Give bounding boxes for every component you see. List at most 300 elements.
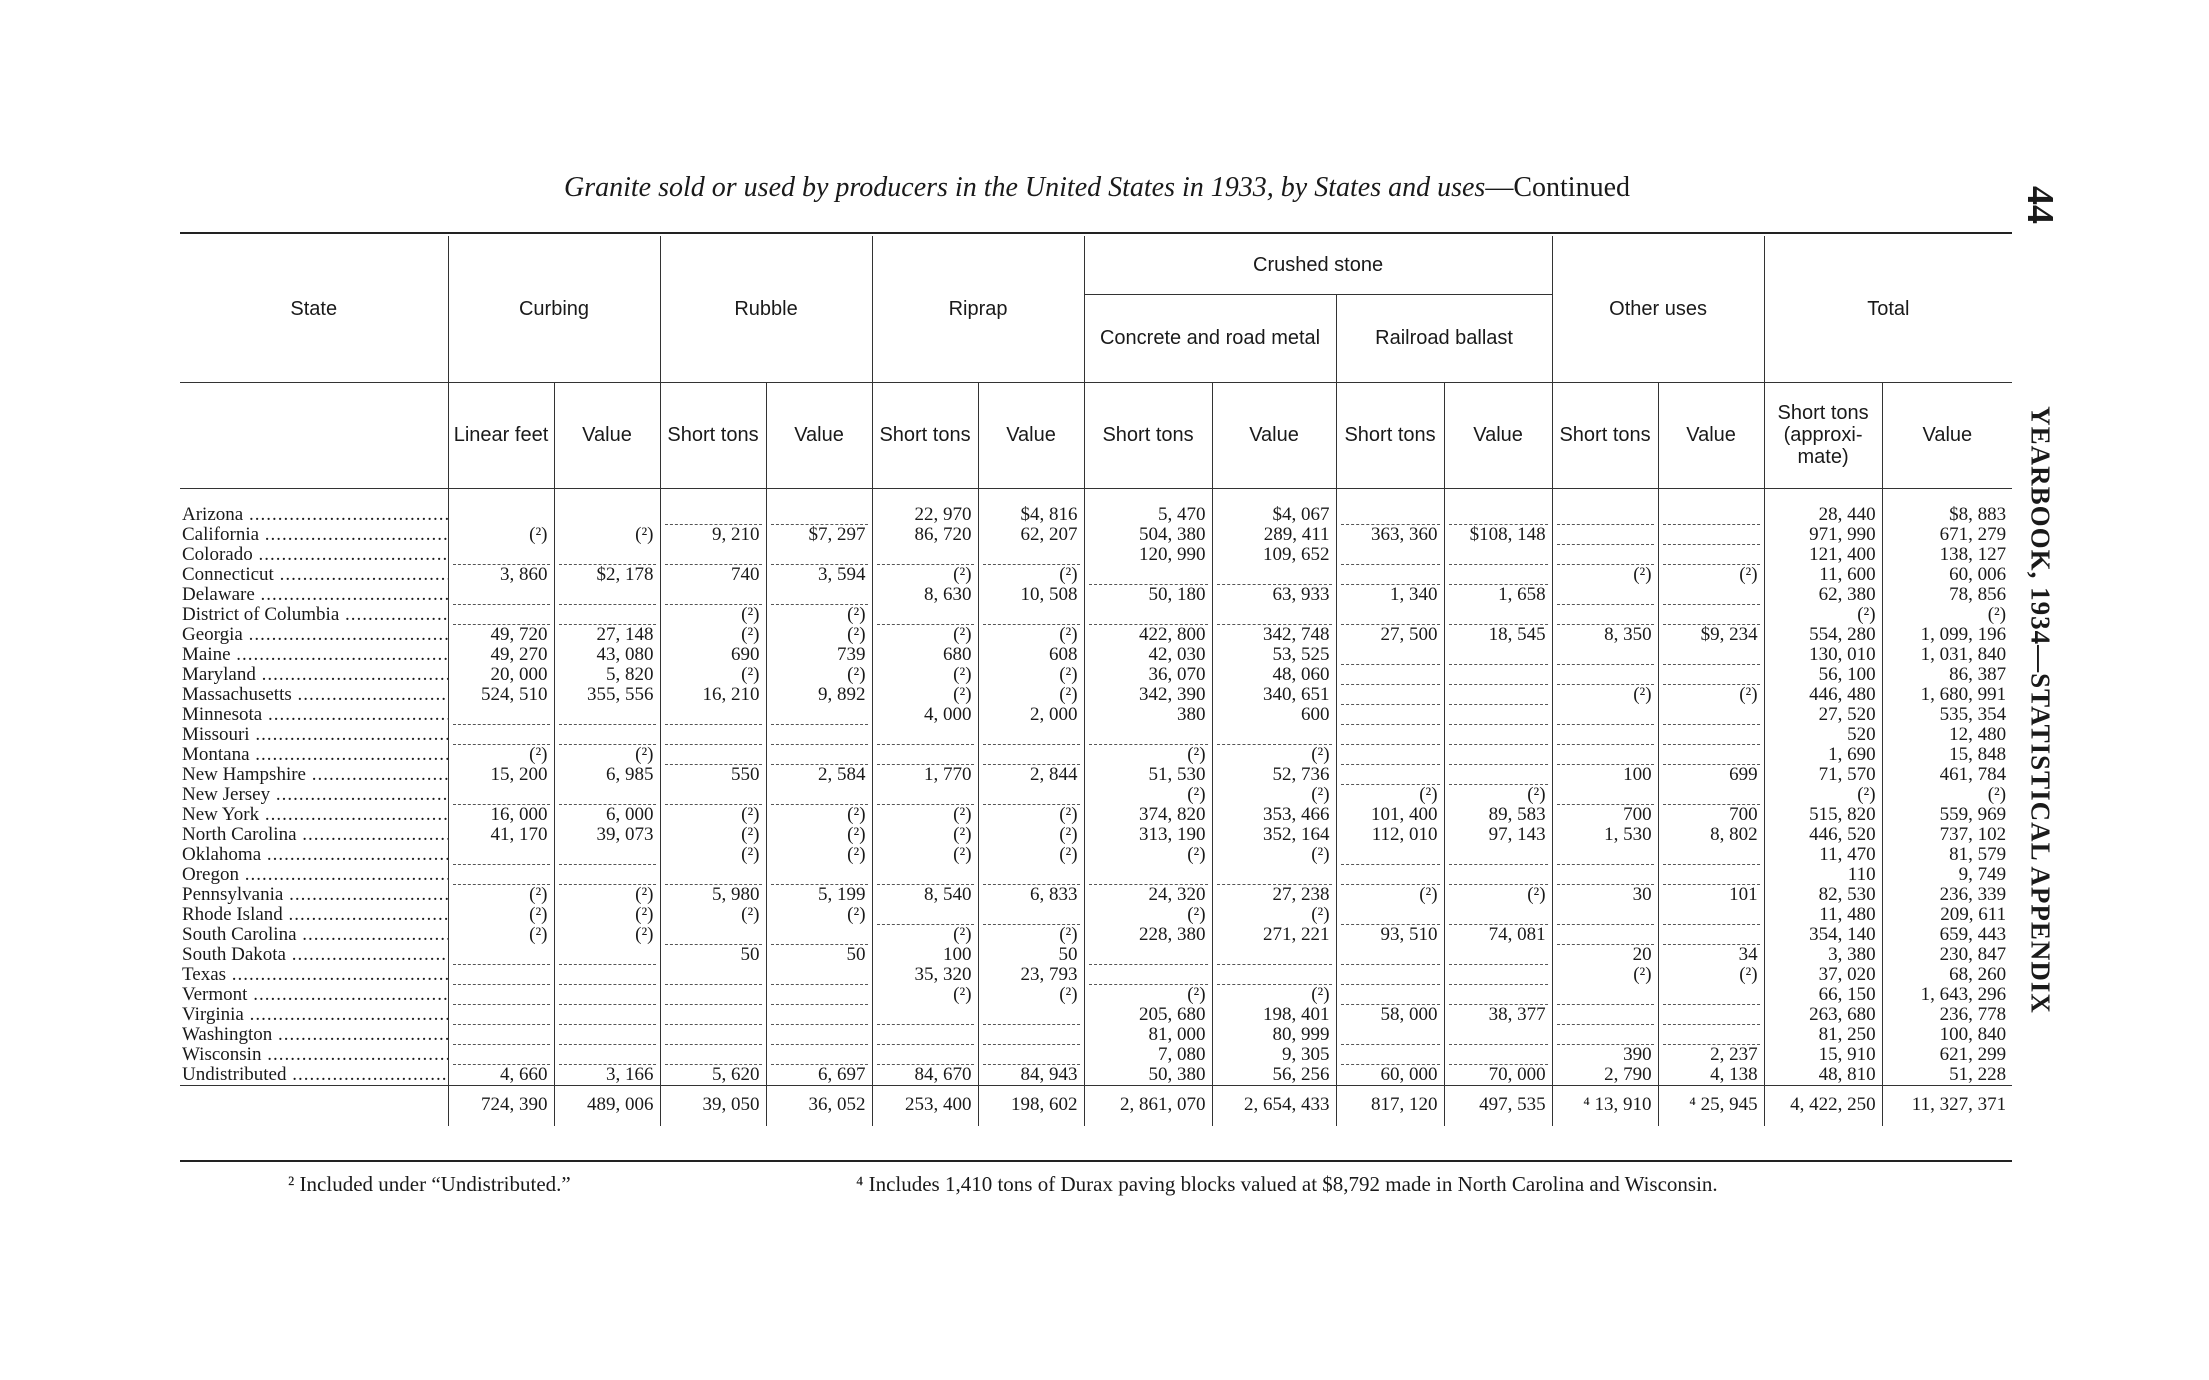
dash-leader — [665, 1034, 762, 1045]
table-cell — [1658, 725, 1764, 745]
table-cell: 78, 856 — [1882, 585, 2012, 605]
table-cell: 1, 031, 840 — [1882, 645, 2012, 665]
dash-leader — [1557, 554, 1654, 565]
dash-leader — [1089, 874, 1208, 885]
table-cell: 8, 802 — [1658, 825, 1764, 845]
table-cell: (²) — [1764, 785, 1882, 805]
table-cell: 352, 164 — [1212, 825, 1336, 845]
table-cell: (²) — [1552, 565, 1658, 585]
table-cell: (²) — [448, 885, 554, 905]
table-cell — [1658, 585, 1764, 605]
table-cell — [554, 1045, 660, 1065]
table-cell: 100 — [1552, 765, 1658, 785]
table-cell: 608 — [978, 645, 1084, 665]
table-cell: 600 — [1212, 705, 1336, 725]
table-cell: (²) — [766, 605, 872, 625]
running-head-text: YEARBOOK, 1934—STATISTICAL APPENDIX — [2025, 406, 2056, 1014]
dash-leader — [983, 734, 1080, 745]
dash-leader — [559, 714, 656, 725]
dash-leader — [1449, 694, 1548, 705]
table-cell: 86, 387 — [1882, 665, 2012, 685]
table-cell: 52, 736 — [1212, 765, 1336, 785]
dash-leader — [1341, 1034, 1440, 1045]
dash-leader — [1663, 714, 1760, 725]
table-cell — [1444, 565, 1552, 585]
dash-leader — [665, 1054, 762, 1065]
dash-leader — [1449, 954, 1548, 965]
table-cell: 236, 778 — [1882, 1005, 2012, 1025]
dash-leader — [983, 754, 1080, 765]
total-cell: 39, 050 — [660, 1085, 766, 1126]
dash-leader — [1557, 674, 1654, 685]
dash-leader — [559, 1034, 656, 1045]
header-rubble: Rubble — [660, 236, 872, 382]
table-cell — [978, 865, 1084, 885]
table-cell: (²) — [978, 985, 1084, 1005]
table-cell — [978, 1025, 1084, 1045]
dash-leader — [983, 554, 1080, 565]
table-cell: 81, 579 — [1882, 845, 2012, 865]
dash-leader — [1663, 1034, 1760, 1045]
table-cell: 1, 658 — [1444, 585, 1552, 605]
table-cell: (²) — [872, 685, 978, 705]
table-cell: 9, 305 — [1212, 1045, 1336, 1065]
dash-leader — [1557, 654, 1654, 665]
table-cell — [1336, 488, 1444, 525]
table-cell: 355, 556 — [554, 685, 660, 705]
table-cell: 34 — [1658, 945, 1764, 965]
table-cell — [660, 1025, 766, 1045]
dash-leader — [1341, 994, 1440, 1005]
table-cell: 100, 840 — [1882, 1025, 2012, 1045]
table-cell: 100 — [872, 945, 978, 965]
table-cell — [1336, 545, 1444, 565]
dash-leader — [1449, 514, 1548, 525]
table-cell — [554, 965, 660, 985]
table-cell: 66, 150 — [1764, 985, 1882, 1005]
dash-leader — [453, 994, 550, 1005]
table-cell — [448, 605, 554, 625]
state-name: Georgia ..... — [180, 625, 448, 645]
table-cell: 81, 250 — [1764, 1025, 1882, 1045]
table-cell — [978, 1045, 1084, 1065]
table-cell — [1552, 865, 1658, 885]
dash-leader — [771, 734, 868, 745]
dash-leader — [559, 854, 656, 865]
header-concrete-value: Value — [1212, 382, 1336, 488]
table-cell: $7, 297 — [766, 525, 872, 545]
table-cell — [660, 1005, 766, 1025]
table-cell: (²) — [448, 745, 554, 765]
table-cell: 27, 148 — [554, 625, 660, 645]
table-cell: (²) — [660, 625, 766, 645]
table-cell — [554, 865, 660, 885]
dash-leader — [771, 974, 868, 985]
table-cell: (²) — [766, 845, 872, 865]
bottom-rule — [180, 1160, 2012, 1162]
table-cell — [1444, 645, 1552, 665]
state-name: California ..... — [180, 525, 448, 545]
table-cell: (²) — [872, 985, 978, 1005]
footnote-4: ⁴ Includes 1,410 tons of Durax paving blocks valued at $8,792 made in North Carolina and Wisconsin. — [856, 1172, 1718, 1196]
table-cell — [978, 1005, 1084, 1025]
table-cell — [1658, 665, 1764, 685]
table-cell: 1, 643, 296 — [1882, 985, 2012, 1005]
table-row — [180, 865, 2012, 885]
table-cell: 37, 020 — [1764, 965, 1882, 985]
table-cell: 27, 500 — [1336, 625, 1444, 645]
dash-leader — [877, 554, 974, 565]
table-cell: 109, 652 — [1212, 545, 1336, 565]
dash-leader — [771, 794, 868, 805]
header-railroad-tons: Short tons — [1336, 382, 1444, 488]
table-cell — [1552, 585, 1658, 605]
table-cell: (²) — [1084, 745, 1212, 765]
table-cell: 38, 377 — [1444, 1005, 1552, 1025]
state-name: Arizona ..... — [180, 488, 448, 525]
state-name: Colorado ..... — [180, 545, 448, 565]
table-cell: 739 — [766, 645, 872, 665]
table-cell: 3, 380 — [1764, 945, 1882, 965]
table-cell: 20, 000 — [448, 665, 554, 685]
table-cell — [1336, 1045, 1444, 1065]
table-cell: 56, 100 — [1764, 665, 1882, 685]
table-row — [180, 845, 2012, 865]
dash-leader — [665, 974, 762, 985]
total-cell: 489, 006 — [554, 1085, 660, 1126]
table-cell: 80, 999 — [1212, 1025, 1336, 1045]
header-railroad-value: Value — [1444, 382, 1552, 488]
table-cell: 53, 525 — [1212, 645, 1336, 665]
table-cell — [554, 785, 660, 805]
dash-leader — [1663, 934, 1760, 945]
dash-leader — [877, 1014, 974, 1025]
table-cell: 422, 800 — [1084, 625, 1212, 645]
table-cell — [766, 745, 872, 765]
total-cell: 724, 390 — [448, 1085, 554, 1126]
table-cell — [1658, 488, 1764, 525]
table-cell — [1552, 925, 1658, 945]
table-cell — [448, 1025, 554, 1045]
table-cell: 16, 000 — [448, 805, 554, 825]
state-name: North Carolina ..... — [180, 825, 448, 845]
table-cell: (²) — [554, 905, 660, 925]
table-row — [180, 488, 2012, 525]
table-cell: 11, 600 — [1764, 565, 1882, 585]
table-cell: (²) — [448, 905, 554, 925]
dash-leader — [983, 614, 1080, 625]
dash-leader — [1341, 714, 1440, 725]
dash-leader — [453, 1034, 550, 1045]
table-cell: 84, 943 — [978, 1065, 1084, 1086]
dash-leader — [1663, 594, 1760, 605]
total-cell: 198, 602 — [978, 1085, 1084, 1126]
table-cell: 30 — [1552, 885, 1658, 905]
table-cell: $9, 234 — [1658, 625, 1764, 645]
table-cell — [660, 745, 766, 765]
dash-leader — [877, 1034, 974, 1045]
dash-leader — [1341, 654, 1440, 665]
dash-leader — [453, 874, 550, 885]
table-cell: (²) — [978, 805, 1084, 825]
table-cell: (²) — [1552, 965, 1658, 985]
table-cell: 9, 892 — [766, 685, 872, 705]
dash-leader — [453, 974, 550, 985]
state-name: Missouri ..... — [180, 725, 448, 745]
dash-leader — [1557, 874, 1654, 885]
dash-leader — [1449, 554, 1548, 565]
state-name: Texas ..... — [180, 965, 448, 985]
table-cell — [766, 865, 872, 885]
table-cell — [1212, 605, 1336, 625]
state-name: Oklahoma ..... — [180, 845, 448, 865]
table-cell: (²) — [978, 685, 1084, 705]
table-cell — [448, 965, 554, 985]
table-row — [180, 1045, 2012, 1065]
table-cell: 5, 980 — [660, 885, 766, 905]
dash-leader — [1663, 754, 1760, 765]
table-cell: (²) — [872, 925, 978, 945]
table-cell: 515, 820 — [1764, 805, 1882, 825]
total-cell: 497, 535 — [1444, 1085, 1552, 1126]
table-cell: 524, 510 — [448, 685, 554, 705]
dash-leader — [453, 714, 550, 725]
dash-leader — [771, 874, 868, 885]
header-total-tons: Short tons (approxi-mate) — [1764, 382, 1882, 488]
dash-leader — [665, 794, 762, 805]
table-cell: 49, 270 — [448, 645, 554, 665]
dash-leader — [1217, 974, 1332, 985]
table-cell — [766, 1005, 872, 1025]
table-cell — [1336, 945, 1444, 965]
table-cell — [1444, 725, 1552, 745]
table-cell — [766, 965, 872, 985]
dash-leader — [559, 1054, 656, 1065]
table-cell — [448, 585, 554, 605]
dash-leader — [1217, 574, 1332, 585]
dash-leader — [1217, 874, 1332, 885]
dash-leader — [559, 874, 656, 885]
table-cell — [1336, 845, 1444, 865]
table-row — [180, 805, 2012, 825]
dash-leader — [1557, 614, 1654, 625]
table-cell — [872, 1005, 978, 1025]
table-cell: 535, 354 — [1882, 705, 2012, 725]
dash-leader — [771, 1014, 868, 1025]
table-cell — [1658, 845, 1764, 865]
table-cell: 559, 969 — [1882, 805, 2012, 825]
table-cell — [1444, 965, 1552, 985]
table-cell — [1658, 1025, 1764, 1045]
table-cell — [1658, 865, 1764, 885]
table-cell — [1212, 565, 1336, 585]
total-cell: 11, 327, 371 — [1882, 1085, 2012, 1126]
table-row — [180, 665, 2012, 685]
table-cell: (²) — [978, 845, 1084, 865]
dash-leader — [771, 1034, 868, 1045]
table-cell: 93, 510 — [1336, 925, 1444, 945]
table-cell — [978, 905, 1084, 925]
table-row — [180, 625, 2012, 645]
table-cell: 554, 280 — [1764, 625, 1882, 645]
table-cell — [448, 985, 554, 1005]
dash-leader — [771, 514, 868, 525]
table-cell — [872, 725, 978, 745]
dash-leader — [453, 1014, 550, 1025]
dash-leader — [559, 794, 656, 805]
table-cell: 9, 210 — [660, 525, 766, 545]
table-cell — [766, 985, 872, 1005]
table-cell — [1336, 1025, 1444, 1045]
table-cell: 1, 770 — [872, 765, 978, 785]
table-cell — [448, 545, 554, 565]
table-cell — [766, 545, 872, 565]
running-head — [2020, 380, 2060, 1040]
dash-leader — [1449, 994, 1548, 1005]
table-cell — [554, 725, 660, 745]
table-cell: 5, 470 — [1084, 488, 1212, 525]
table-cell: 8, 350 — [1552, 625, 1658, 645]
table-cell — [978, 605, 1084, 625]
table-cell: 16, 210 — [660, 685, 766, 705]
dash-leader — [1449, 974, 1548, 985]
table-cell — [978, 725, 1084, 745]
table-cell — [554, 705, 660, 725]
table-cell: 10, 508 — [978, 585, 1084, 605]
top-rule — [180, 232, 2012, 234]
table-cell: 550 — [660, 765, 766, 785]
table-cell — [1444, 845, 1552, 865]
table-cell: (²) — [1084, 785, 1212, 805]
table-cell: 390 — [1552, 1045, 1658, 1065]
table-cell: 740 — [660, 565, 766, 585]
table-cell — [1552, 845, 1658, 865]
table-cell — [448, 705, 554, 725]
dash-leader — [1449, 754, 1548, 765]
dash-leader — [665, 514, 762, 525]
dash-leader — [1341, 954, 1440, 965]
dash-leader — [665, 554, 762, 565]
dash-leader — [559, 954, 656, 965]
dash-leader — [1663, 734, 1760, 745]
table-cell — [766, 925, 872, 945]
totals-row — [180, 1085, 2012, 1126]
table-cell — [1552, 525, 1658, 545]
table-cell: (²) — [554, 525, 660, 545]
dash-leader — [877, 614, 974, 625]
table-body — [180, 488, 2012, 1126]
table-cell: (²) — [1212, 845, 1336, 865]
table-cell: 504, 380 — [1084, 525, 1212, 545]
table-cell: (²) — [978, 565, 1084, 585]
dash-leader — [559, 974, 656, 985]
table-cell: 130, 010 — [1764, 645, 1882, 665]
table-cell — [1444, 765, 1552, 785]
dash-leader — [983, 1054, 1080, 1065]
table-row — [180, 1065, 2012, 1086]
table-cell: $4, 067 — [1212, 488, 1336, 525]
table-cell: 50, 380 — [1084, 1065, 1212, 1086]
table-cell — [660, 985, 766, 1005]
table-cell: (²) — [1212, 745, 1336, 765]
table-cell: (²) — [1084, 985, 1212, 1005]
table-cell — [448, 1005, 554, 1025]
table-cell: 110 — [1764, 865, 1882, 885]
table-cell: 60, 000 — [1336, 1065, 1444, 1086]
dash-leader — [771, 594, 868, 605]
table-title-main: Granite sold or used by producers in the United States in 1933, by States and uses — [564, 172, 1486, 203]
table-cell — [766, 585, 872, 605]
table-cell — [1336, 565, 1444, 585]
table-cell: 520 — [1764, 725, 1882, 745]
dash-leader — [1089, 974, 1208, 985]
table-cell: 68, 260 — [1882, 965, 2012, 985]
footnote-2: ² Included under “Undistributed.” — [288, 1172, 571, 1196]
table-row — [180, 985, 2012, 1005]
table-cell: 374, 820 — [1084, 805, 1212, 825]
table-row — [180, 965, 2012, 985]
table-cell: 27, 520 — [1764, 705, 1882, 725]
table-cell — [1084, 965, 1212, 985]
table-cell: 50 — [660, 945, 766, 965]
table-cell — [766, 785, 872, 805]
table-cell: 28, 440 — [1764, 488, 1882, 525]
table-cell: 446, 520 — [1764, 825, 1882, 845]
dash-leader — [1557, 594, 1654, 605]
state-name: Maine ..... — [180, 645, 448, 665]
dash-leader — [453, 614, 550, 625]
dash-leader — [1449, 614, 1548, 625]
table-cell: (²) — [1336, 785, 1444, 805]
table-cell — [1336, 905, 1444, 925]
table-cell — [872, 1045, 978, 1065]
dash-leader — [1341, 614, 1440, 625]
header-curbing: Curbing — [448, 236, 660, 382]
state-name: Oregon ..... — [180, 865, 448, 885]
table-row — [180, 945, 2012, 965]
table-cell: 51, 228 — [1882, 1065, 2012, 1086]
state-name: Rhode Island ..... — [180, 905, 448, 925]
dash-leader — [1663, 994, 1760, 1005]
table-cell — [554, 945, 660, 965]
table-cell — [554, 985, 660, 1005]
table-cell — [1552, 545, 1658, 565]
dash-leader — [665, 934, 762, 945]
table-cell: 23, 793 — [978, 965, 1084, 985]
dash-leader — [665, 994, 762, 1005]
table-cell: 353, 466 — [1212, 805, 1336, 825]
table-cell — [1444, 1045, 1552, 1065]
table-cell — [872, 545, 978, 565]
table-cell — [660, 865, 766, 885]
table-row — [180, 1025, 2012, 1045]
dash-leader — [771, 714, 868, 725]
table-cell — [554, 1005, 660, 1025]
header-total-value: Value — [1882, 382, 2012, 488]
table-cell — [1084, 945, 1212, 965]
table-row — [180, 745, 2012, 765]
table-cell — [448, 785, 554, 805]
dash-leader — [1557, 854, 1654, 865]
dash-leader — [1663, 654, 1760, 665]
dash-leader — [1089, 734, 1208, 745]
table-cell: 2, 790 — [1552, 1065, 1658, 1086]
total-cell: 817, 120 — [1336, 1085, 1444, 1126]
table-cell: 27, 238 — [1212, 885, 1336, 905]
dash-leader — [771, 994, 868, 1005]
table-cell — [1212, 725, 1336, 745]
table-cell — [1658, 1005, 1764, 1025]
